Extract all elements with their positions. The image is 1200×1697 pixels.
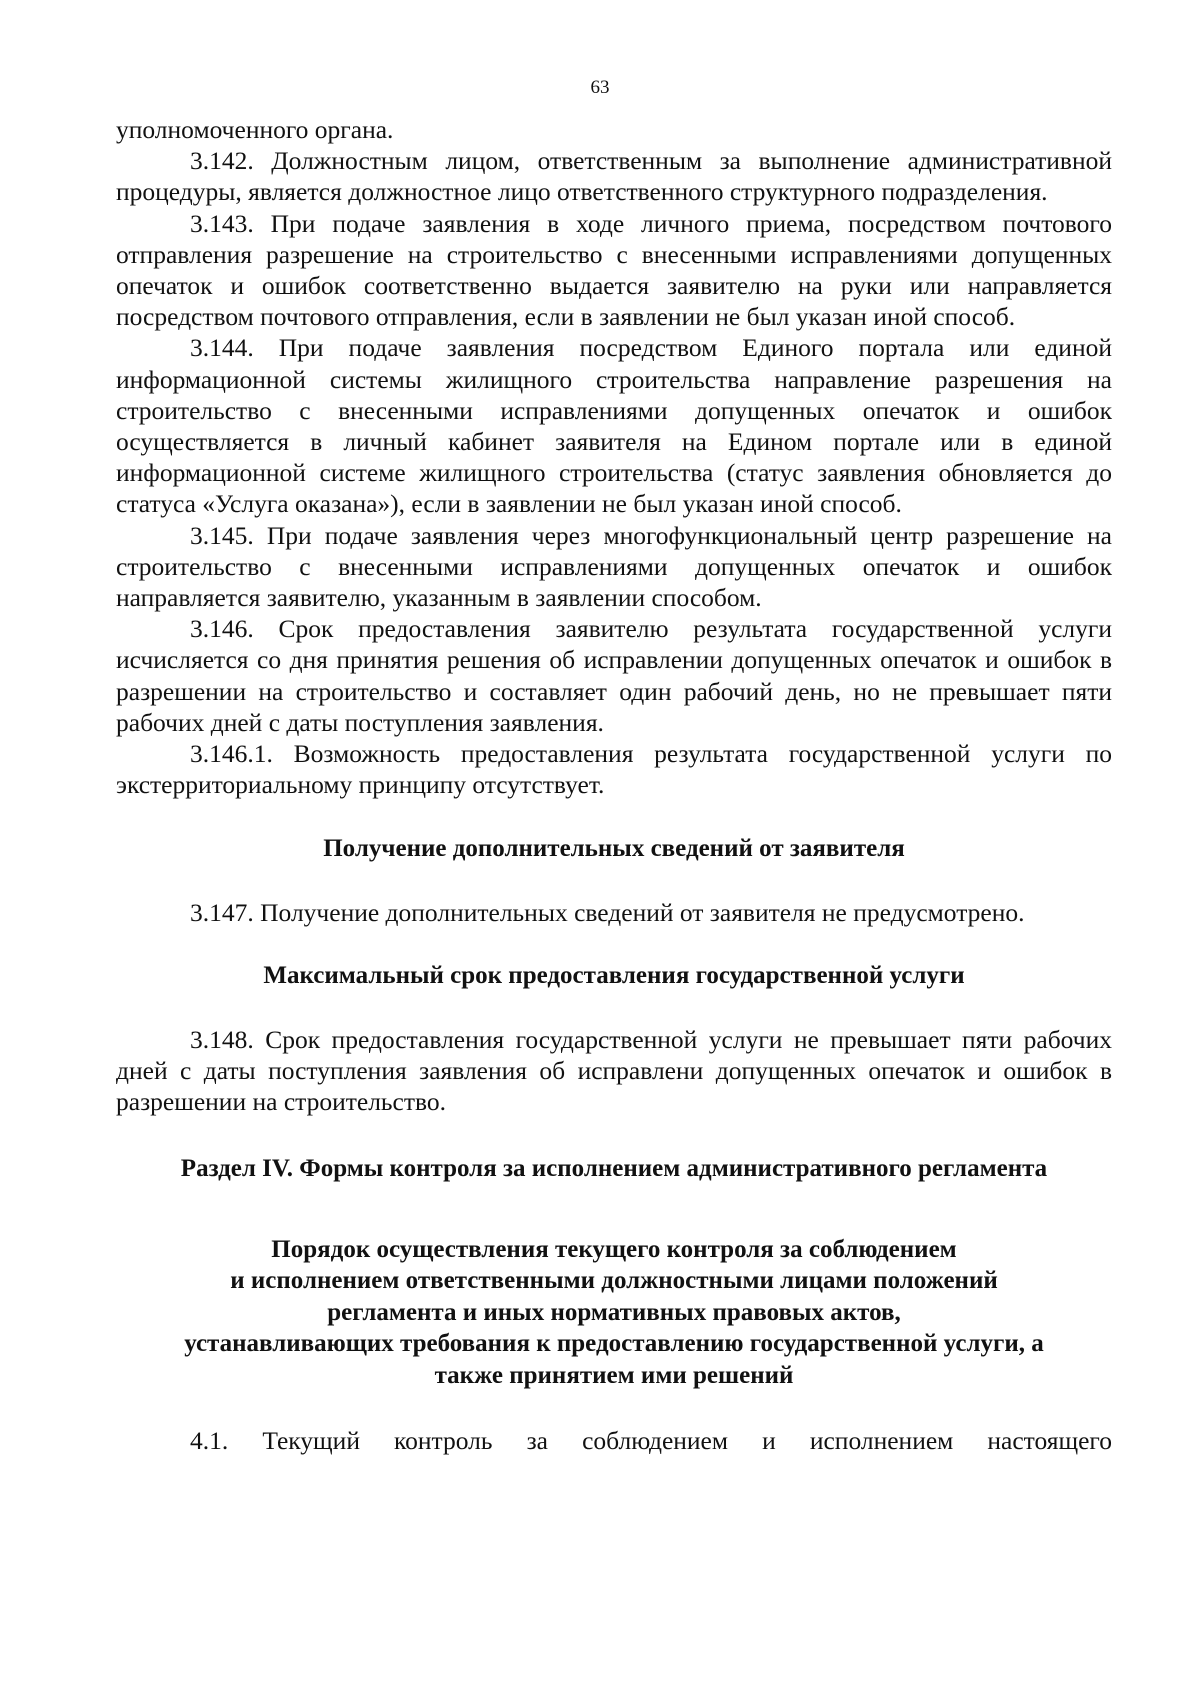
paragraph-continuation: уполномоченного органа.: [116, 115, 394, 144]
paragraph-3-143: 3.143. При подаче заявления в ходе личного приема, посредством почтового отправления разрешение на строительство с внесенными исправлениями допущенных опечаток и ошибок соответственно выдается заявителю на руки или направляется посредством почтового отправления, если в заявлении не был указан иной способ.: [116, 208, 1112, 332]
paragraph-3-144: 3.144. При подаче заявления посредством Единого портала или единой информационной системы жилищного строительства направление разрешения на строительство с внесенными исправлениями допущенных опечаток и ошибок осуществляется в личный кабинет заявителя на Едином портале или в единой информационной системе жилищного строительства (статус заявления обновляется до статуса «Услуга оказана»), если в заявлении не был указан иной способ.: [116, 333, 1112, 519]
heading-max-term: Максимальный срок предоставления государственной услуги: [263, 962, 965, 990]
paragraph-3-142: 3.142. Должностным лицом, ответственным за выполнение административной процедуры, является должностное лицо ответственного структурного подразделения.: [116, 146, 1112, 207]
heading-current-control-line-3: регламента и иных нормативных правовых актов,: [327, 1298, 901, 1326]
paragraph-4-1: 4.1. Текущий контроль за соблюдением и исполнением настоящего: [190, 1426, 1112, 1456]
paragraph-3-147: 3.147. Получение дополнительных сведений от заявителя не предусмотрено.: [190, 897, 1025, 927]
heading-section-iv: Раздел IV. Формы контроля за исполнением административного регламента: [180, 1155, 1048, 1183]
heading-current-control: [116, 1234, 1112, 1392]
heading-additional-info: Получение дополнительных сведений от заявителя: [323, 835, 905, 863]
heading-current-control-line-1: Порядок осуществления текущего контроля за соблюдением: [271, 1235, 957, 1263]
paragraph-3-148: 3.148. Срок предоставления государственной услуги не превышает пяти рабочих дней с даты поступления заявления об исправлени допущенных опечаток и ошибок в разрешении на строительство.: [116, 1024, 1112, 1117]
paragraph-3-146: 3.146. Срок предоставления заявителю результата государственной услуги исчисляется со дня принятия решения об исправлении допущенных опечаток и ошибок в разрешении на строительство и составляет один рабочий день, но не превышает пяти рабочих дней с даты поступления заявления.: [116, 614, 1112, 737]
heading-current-control-line-5: также принятием ими решений: [434, 1361, 794, 1389]
heading-current-control-line-4: устанавливающих требования к предоставлению государственной услуги, а: [184, 1330, 1044, 1358]
heading-current-control-line-2: и исполнением ответственными должностными лицами положений: [230, 1267, 998, 1295]
page-number: 63: [590, 77, 610, 98]
document-body: [116, 114, 1112, 1456]
paragraph-3-145: 3.145. При подаче заявления через многофункциональный центр разрешение на строительство с внесенными исправлениями допущенных опечаток и ошибок направляется заявителю, указанным в заявлении способом.: [116, 520, 1112, 613]
paragraph-3-146-1: 3.146.1. Возможность предоставления результата государственной услуги по экстерриториальному принципу отсутствует.: [116, 739, 1112, 800]
